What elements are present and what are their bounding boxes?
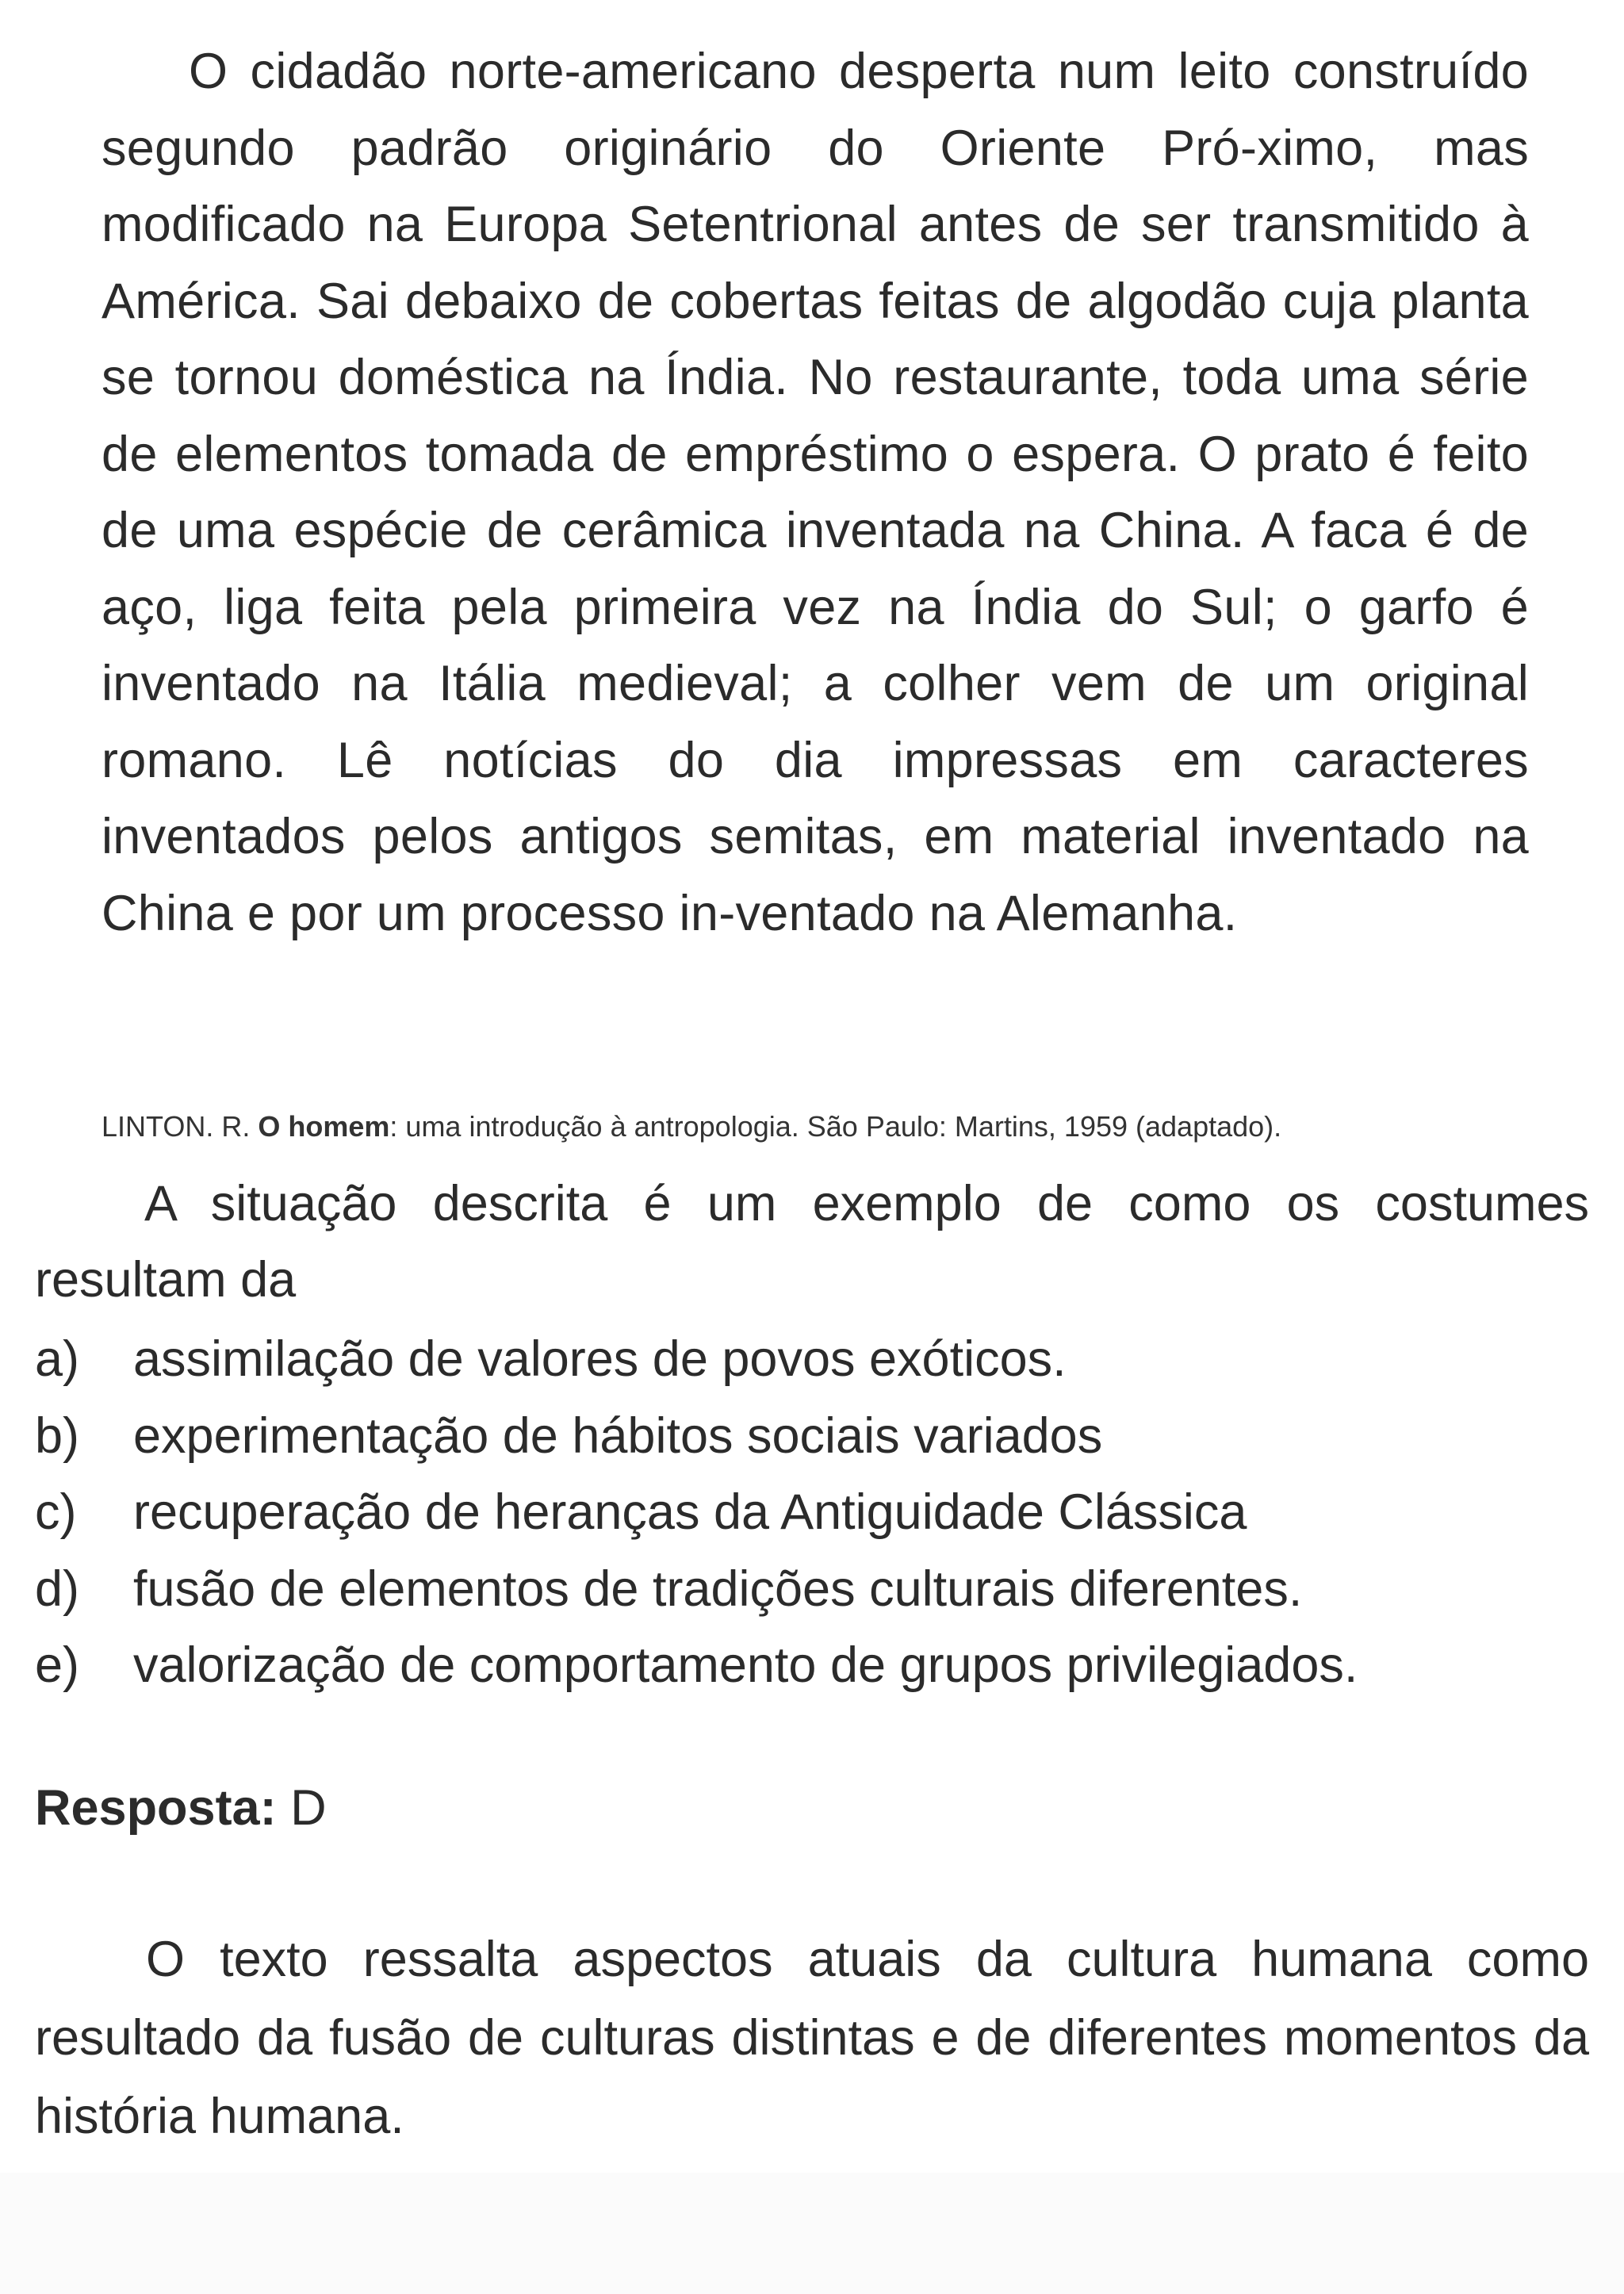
- question-stem: [35, 1166, 1589, 1318]
- answer-value: D: [290, 1780, 327, 1836]
- option-text: assimilação de valores de povos exóticos.: [133, 1331, 1067, 1387]
- explanation-text: O texto ressalta aspectos atuais da cultura humana como resultado da fusão de culturas distintas e de diferentes momentos da história humana.: [35, 1932, 1589, 2144]
- option-text: valorização de comportamento de grupos privilegiados.: [133, 1637, 1358, 1693]
- option-text: experimentação de hábitos sociais variados: [133, 1407, 1103, 1464]
- option-c: [35, 1474, 1605, 1551]
- option-b: [35, 1398, 1605, 1475]
- source-passage: [102, 33, 1529, 952]
- page-bottom-shade: [0, 2173, 1624, 2294]
- answer-label: Resposta:: [35, 1780, 277, 1836]
- option-letter: d): [35, 1561, 80, 1617]
- option-e: [35, 1627, 1605, 1704]
- question-text: A situação descrita é um exemplo de como os costumes resultam da: [35, 1176, 1589, 1308]
- explanation: [35, 1921, 1589, 2156]
- answer-line: [35, 1770, 327, 1846]
- option-letter: b): [35, 1407, 80, 1464]
- option-text: fusão de elementos de tradições culturais diferentes.: [133, 1561, 1303, 1617]
- passage-text: O cidadão norte-americano desperta num leito construído segundo padrão originário do Oriente Pró-ximo, mas modificado na Europa Setentrional antes de ser transmitido à América. Sai debaixo de cobertas feitas de algodão cuja planta se tornou doméstica na Índia. No restaurante, toda uma série de elementos tomada de empréstimo o espera. O prato é feito de uma espécie de cerâmica inventada na China. A faca é de aço, liga feita pela primeira vez na Índia do Sul; o garfo é inventado na Itália medieval; a colher vem de um original romano. Lê notícias do dia impressas em caracteres inventados pelos antigos semitas, em material inventado na China e por um processo in-ventado na Alemanha.: [102, 44, 1529, 941]
- citation-title: O homem: [258, 1110, 390, 1143]
- citation-author: LINTON. R.: [102, 1110, 251, 1143]
- option-text: recuperação de heranças da Antiguidade Clássica: [133, 1484, 1247, 1540]
- option-a: [35, 1321, 1605, 1398]
- option-letter: a): [35, 1331, 80, 1387]
- option-d: [35, 1551, 1605, 1628]
- option-letter: c): [35, 1484, 77, 1540]
- option-letter: e): [35, 1637, 80, 1693]
- answer-options: [35, 1321, 1605, 1704]
- citation-rest: : uma introdução à antropologia. São Paulo: Martins, 1959 (adaptado).: [389, 1110, 1282, 1143]
- citation: [102, 1107, 1592, 1147]
